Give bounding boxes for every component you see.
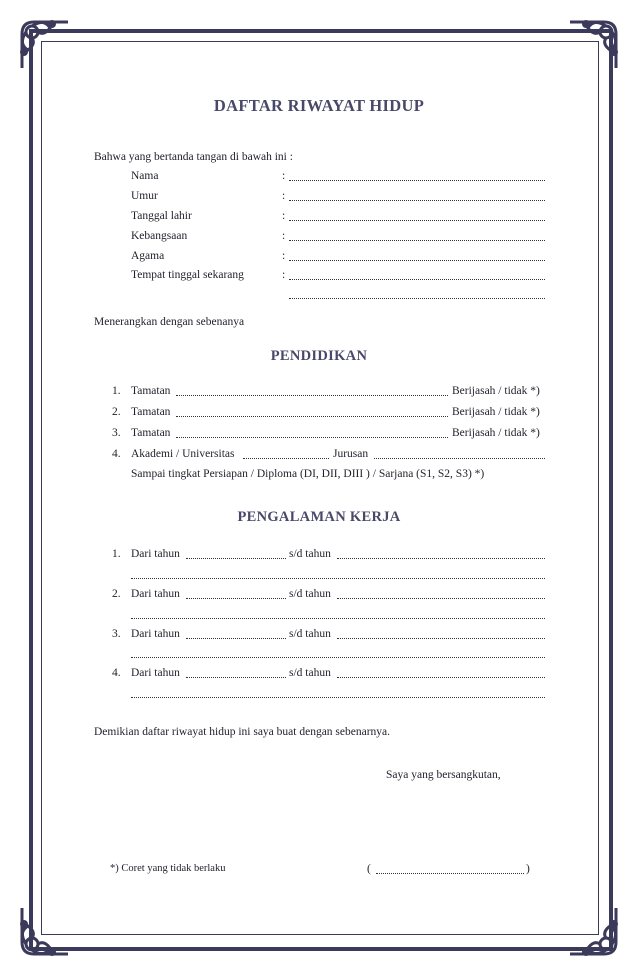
education-line-1[interactable] [176,395,448,396]
work-desc-line[interactable] [131,578,545,579]
corner-ornament-icon [562,14,624,76]
education-suffix: Berijasah / tidak *) [452,385,540,397]
field-line-agama[interactable] [289,260,545,261]
signature-line[interactable] [376,873,524,874]
work-from-line[interactable] [186,598,286,599]
field-label-kebangsaan: Kebangsaan [131,230,188,242]
work-num: 2. [112,588,121,600]
work-from-label: Dari tahun [131,588,180,600]
field-colon: : [282,210,286,222]
education-line-3[interactable] [176,437,448,438]
closing-text: Demikian daftar riwayat hidup ini saya buat dengan sebenarnya. [94,726,391,738]
education-num: 3. [112,427,121,439]
education-heading: PENDIDIKAN [270,348,368,364]
field-label-tanggal-lahir: Tanggal lahir [131,210,192,222]
work-to-line[interactable] [337,677,545,678]
field-label-tempat-tinggal: Tempat tinggal sekarang [131,269,244,281]
work-to-line[interactable] [337,558,545,559]
field-line-nama[interactable] [289,180,545,181]
work-to-label: s/d tahun [289,667,331,679]
work-from-line[interactable] [186,638,286,639]
footnote-text: *) Coret yang tidak berlaku [110,863,226,874]
work-to-line[interactable] [337,638,545,639]
field-line-umur[interactable] [289,200,545,201]
field-line-tanggal-lahir[interactable] [289,220,545,221]
academy-label: Akademi / Universitas [131,448,235,460]
corner-ornament-icon [14,14,76,76]
work-to-line[interactable] [337,598,545,599]
page-title: DAFTAR RIWAYAT HIDUP [213,96,425,115]
field-colon: : [282,170,286,182]
education-label: Tamatan [131,427,171,439]
signer-text: Saya yang bersangkutan, [386,769,501,781]
work-desc-line[interactable] [131,657,545,658]
field-label-nama: Nama [131,170,159,182]
education-suffix: Berijasah / tidak *) [452,427,540,439]
work-desc-line[interactable] [131,618,545,619]
field-line-tempat-tinggal-2[interactable] [289,298,545,299]
work-num: 4. [112,667,121,679]
education-num: 4. [112,448,121,460]
work-from-label: Dari tahun [131,548,180,560]
work-num: 1. [112,548,121,560]
education-label: Tamatan [131,385,171,397]
education-label: Tamatan [131,406,171,418]
field-label-umur: Umur [131,190,158,202]
inner-border [41,41,599,935]
field-colon: : [282,269,286,281]
jurusan-label: Jurusan [333,448,369,460]
work-desc-line[interactable] [131,697,545,698]
education-line-2[interactable] [176,416,448,417]
education-num: 1. [112,385,121,397]
work-from-label: Dari tahun [131,628,180,640]
work-to-label: s/d tahun [289,588,331,600]
education-num: 2. [112,406,121,418]
work-from-label: Dari tahun [131,667,180,679]
work-heading: PENGALAMAN KERJA [237,509,401,525]
field-colon: : [282,250,286,262]
work-num: 3. [112,628,121,640]
field-label-agama: Agama [131,250,165,262]
academy-line[interactable] [243,458,329,459]
corner-ornament-icon [562,900,624,962]
education-level-text: Sampai tingkat Persiapan / Diploma (DI, DII, DIII ) / Sarjana (S1, S2, S3) *) [131,468,485,480]
field-colon: : [282,190,286,202]
work-from-line[interactable] [186,677,286,678]
field-line-kebangsaan[interactable] [289,240,545,241]
statement-text: Menerangkan dengan sebenanya [94,316,245,328]
signature-close-paren: ) [526,863,530,875]
education-suffix: Berijasah / tidak *) [452,406,540,418]
work-to-label: s/d tahun [289,628,331,640]
signature-open-paren: ( [367,863,371,875]
field-line-tempat-tinggal[interactable] [289,279,545,280]
field-colon: : [282,230,286,242]
jurusan-line[interactable] [374,458,545,459]
work-from-line[interactable] [186,558,286,559]
work-to-label: s/d tahun [289,548,331,560]
corner-ornament-icon [14,900,76,962]
intro-text: Bahwa yang bertanda tangan di bawah ini : [94,151,293,163]
